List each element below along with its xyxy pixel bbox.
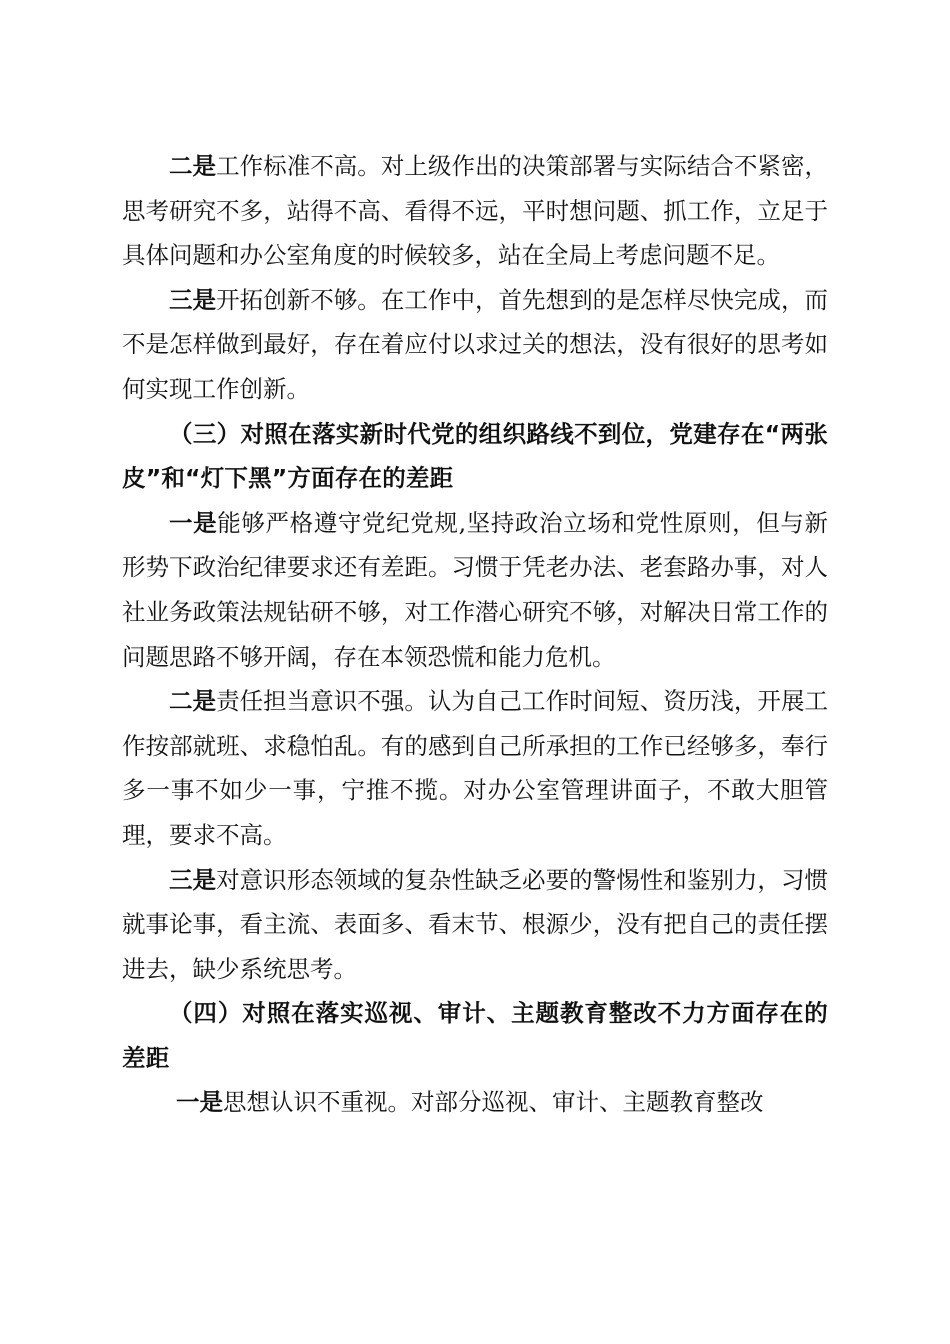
paragraph-text: 对意识形态领域的复杂性缺乏必要的警惕性和鉴别力，习惯就事论事，看主流、表面多、看末节、根源少，没有把自己的责任摆进去，缺少系统思考。 [122, 865, 829, 983]
paragraph-text: 责任担当意识不强。认为自己工作时间短、资历浅，开展工作按部就班、求稳怕乱。有的感到自己所承担的工作已经够多，奉行多一事不如少一事，宁推不揽。对办公室管理讲面子，不敢大胆管理，要求不高。 [122, 687, 829, 849]
paragraph-innovation [122, 278, 828, 412]
section-heading-3: （三）对照在落实新时代党的组织路线不到位，党建存在“两张皮”和“灯下黑”方面存在的差距 [122, 419, 828, 493]
paragraph-lead: 二是 [169, 152, 217, 180]
paragraph-lead: 一是 [169, 508, 218, 537]
paragraph-lead: 三是 [169, 865, 217, 894]
paragraph-text: 工作标准不高。对上级作出的决策部署与实际结合不紧密，思考研究不多，站得不高、看得不远，平时想问题、抓工作，立足于具体问题和办公室角度的时候较多，站在全局上考虑问题不足。 [122, 152, 829, 270]
paragraph-responsibility [122, 679, 828, 857]
section-heading-4: （四）对照在落实巡视、审计、主题教育整改不力方面存在的差距 [122, 999, 828, 1072]
paragraph-lead: 一是 [176, 1088, 224, 1117]
paragraph-text: 开拓创新不够。在工作中，首先想到的是怎样尽快完成，而不是怎样做到最好，存在着应付以求过关的想法，没有很好的思考如何实现工作创新。 [122, 285, 829, 403]
paragraph-lead: 二是 [169, 687, 217, 716]
paragraph-awareness [122, 1080, 828, 1125]
paragraph-text: 思想认识不重视。对部分巡视、审计、主题教育整改 [223, 1088, 764, 1117]
paragraph-lead: 三是 [169, 285, 217, 314]
paragraph-party-discipline [122, 501, 828, 679]
paragraph-ideology [122, 858, 828, 992]
paragraph-text: 能够严格遵守党纪党规,坚持政治立场和党性原则，但与新形势下政治纪律要求还有差距。习惯于凭老办法、老套路办事，对人社业务政策法规钻研不够，对工作潜心研究不够，对解决日常工作的问题思路不够开阔，存在本领恐慌和能力危机。 [122, 508, 828, 671]
paragraph-work-standard [122, 144, 828, 278]
document-body [122, 144, 828, 1125]
